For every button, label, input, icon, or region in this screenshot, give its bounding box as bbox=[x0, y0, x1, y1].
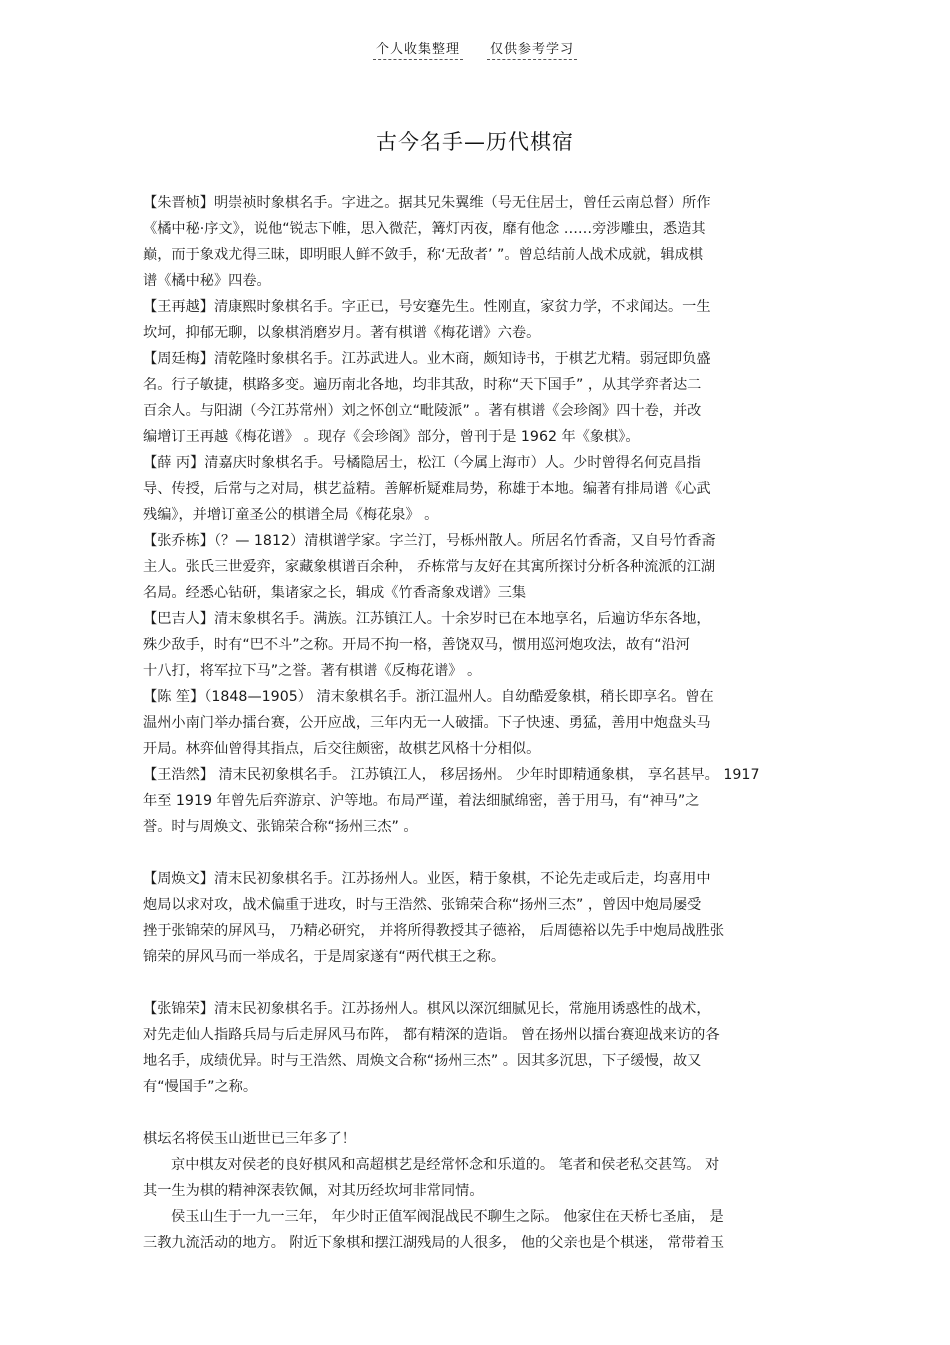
text-line: 【陈 笙】（1848—1905） 清末象棋名手。浙江温州人。自幼酷爱象棋，稍长即享名。曾在 bbox=[143, 689, 714, 705]
text-line: 【王浩然】 清末民初象棋名手。 江苏镇江人， 移居扬州。 少年时即精通象棋， 享名甚早。 1917 bbox=[143, 767, 760, 783]
header-left-text: 个人收集整理 bbox=[373, 38, 463, 60]
text-line: 有“慢国手”之称。 bbox=[143, 1079, 258, 1095]
text-line: 侯玉山生于一九一三年， 年少时正值军阀混战民不聊生之际。 他家住在天桥七圣庙， 是 bbox=[171, 1209, 724, 1225]
text-line: 名局。经悉心钻研，集诸家之长，辑成《竹香斋象戏谱》三集 bbox=[143, 585, 527, 601]
text-line: 殊少敌手，时有“巴不斗”之称。开局不拘一格，善饶双马，惯用巡河炮攻法，故有“沿河 bbox=[143, 637, 690, 653]
text-line: 炮局以求对攻，战术偏重于进攻，时与王浩然、张锦荣合称“扬州三杰” ，曾因中炮局屡受 bbox=[143, 897, 702, 913]
text-line: 誉。时与周焕文、张锦荣合称“扬州三杰” 。 bbox=[143, 819, 418, 835]
text-line: 棋坛名将侯玉山逝世已三年多了！ bbox=[143, 1131, 356, 1147]
text-line: 编增订王再越《梅花谱》 。现存《会珍阁》部分，曾刊于是 1962 年《象棋》。 bbox=[143, 429, 640, 445]
text-line: 【周焕文】清末民初象棋名手。江苏扬州人。业医，精于象棋，不论先走或后走，均喜用中 bbox=[143, 871, 711, 887]
text-line: 名。行子敏捷，棋路多变。遍历南北各地，均非其敌，时称“天下国手” ，从其学弈者达二 bbox=[143, 377, 702, 393]
text-line: 百余人。与阳湖（今江苏常州）刘之怀创立“毗陵派” 。著有棋谱《会珍阁》四十卷，并改 bbox=[143, 403, 702, 419]
text-line: 【周廷梅】清乾隆时象棋名手。江苏武进人。业木商，颇知诗书，于棋艺尤精。弱冠即负盛 bbox=[143, 351, 711, 367]
text-line: 其一生为棋的精神深表钦佩，对其历经坎坷非常同情。 bbox=[143, 1183, 484, 1199]
text-line: 导、传授，后常与之对局，棋艺益精。善解析疑难局势，称雄于本地。编著有排局谱《心武 bbox=[143, 481, 711, 497]
document-body bbox=[143, 190, 808, 1256]
text-line: 《橘中秘·序文》，说他“锐志下帷，思入微茫，篝灯丙夜，靡有他念 ……旁涉雕虫，悉造其 bbox=[143, 221, 706, 237]
text-line: 【朱晋桢】明崇祯时象棋名手。字进之。据其兄朱翼维（号无住居士，曾任云南总督）所作 bbox=[143, 195, 711, 211]
text-line: 锦荣的屏风马而一举成名，于是周家遂有“两代棋王之称。 bbox=[143, 949, 506, 965]
text-line: 十八打，将军拉下马”之誉。著有棋谱《反梅花谱》 。 bbox=[143, 663, 482, 679]
text-line: 主人。张氏三世爱弈，家藏象棋谱百余种， 乔栋常与友好在其寓所探讨分析各种流派的江湖 bbox=[143, 559, 716, 575]
text-line: 残编》，并增订童圣公的棋谱全局《梅花泉》 。 bbox=[143, 507, 439, 523]
text-line: 谱《橘中秘》四卷。 bbox=[143, 273, 271, 289]
text-line: 年至 1919 年曾先后弈游京、沪等地。布局严谨，着法细腻绵密，善于用马，有“神马”之 bbox=[143, 793, 700, 809]
text-line: 巅，而于象戏尤得三昧，即明眼人鲜不敛手，称‘无敌者’ ”。曾总结前人战术成就，辑成棋 bbox=[143, 247, 704, 263]
text-line: 【巴吉人】清末象棋名手。满族。江苏镇江人。十余岁时已在本地享名，后遍访华东各地， bbox=[143, 611, 711, 627]
blank-line bbox=[143, 1100, 808, 1126]
text-line: 【张锦荣】清末民初象棋名手。江苏扬州人。棋风以深沉细腻见长，常施用诱惑性的战术， bbox=[143, 1001, 711, 1017]
text-line: 挫于张锦荣的屏风马， 乃精必研究， 并将所得教授其子德裕， 后周德裕以先手中炮局战胜张 bbox=[143, 923, 725, 939]
text-line: 【张乔栋】（？— 1812）清棋谱学家。字兰汀，号栎州散人。所居名竹香斋，又自号竹香斋 bbox=[143, 533, 716, 549]
text-line: 【王再越】清康熙时象棋名手。字正已，号安蹇先生。性刚直，家贫力学，不求闻达。一生 bbox=[143, 299, 711, 315]
text-line: 京中棋友对侯老的良好棋风和高超棋艺是经常怀念和乐道的。 笔者和侯老私交甚笃。 对 bbox=[171, 1157, 720, 1173]
text-line: 坎坷，抑郁无聊，以象棋消磨岁月。著有棋谱《梅花谱》六卷。 bbox=[143, 325, 541, 341]
text-line: 【薛 丙】清嘉庆时象棋名手。号橘隐居士，松江（今属上海市）人。少时曾得名何克昌指 bbox=[143, 455, 701, 471]
text-line: 三教九流活动的地方。 附近下象棋和摆江湖残局的人很多， 他的父亲也是个棋迷， 常带着玉 bbox=[143, 1235, 725, 1251]
blank-line bbox=[143, 840, 808, 866]
blank-line bbox=[143, 970, 808, 996]
text-line: 地名手，成绩优异。时与王浩然、周焕文合称“扬州三杰” 。因其多沉思，下子缓慢，故又 bbox=[143, 1053, 702, 1069]
text-line: 对先走仙人指路兵局与后走屏风马布阵， 都有精深的造诣。 曾在扬州以擂台赛迎战来访的各 bbox=[143, 1027, 720, 1043]
text-line: 温州小南门举办擂台赛，公开应战，三年内无一人破擂。下子快速、勇猛，善用中炮盘头马 bbox=[143, 715, 711, 731]
header-right-text: 仅供参考学习 bbox=[487, 38, 577, 60]
text-line: 开局。林弈仙曾得其指点，后交往颇密，故棋艺风格十分相似。 bbox=[143, 741, 541, 757]
document-title: 古今名手—历代棋宿 bbox=[376, 130, 574, 154]
page-header bbox=[0, 38, 950, 60]
